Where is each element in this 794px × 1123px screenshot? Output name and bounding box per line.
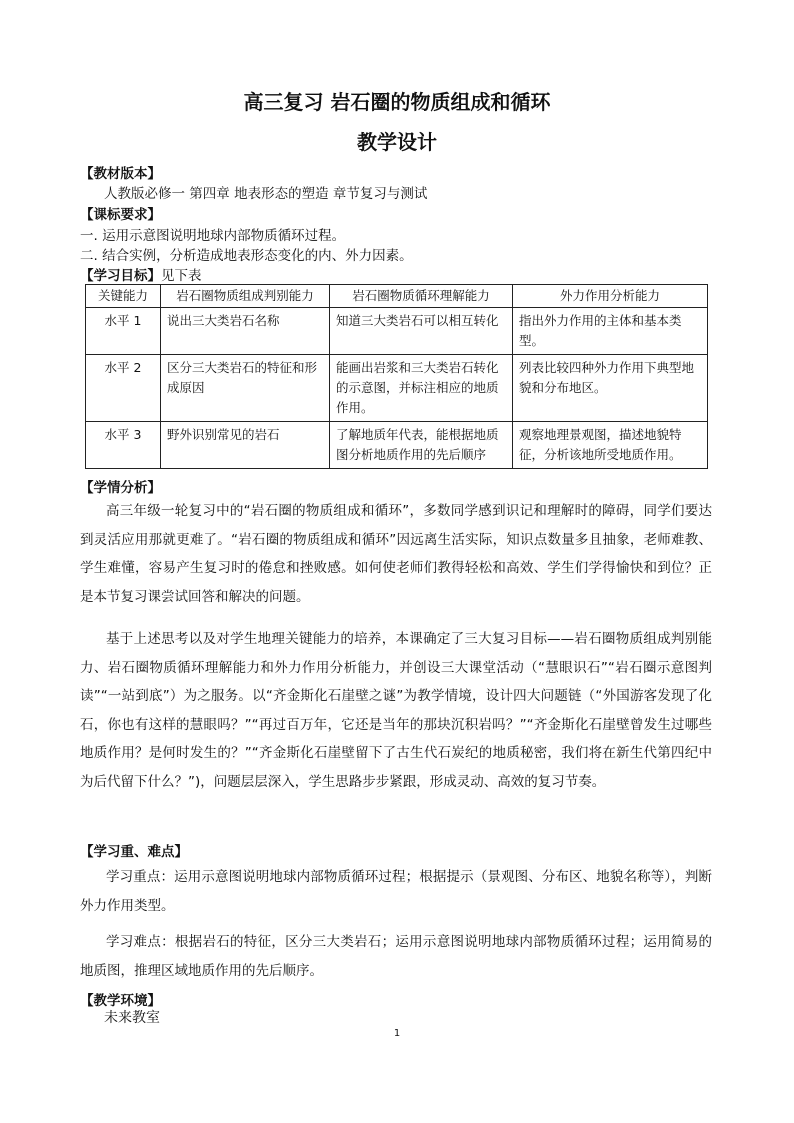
key-point-paragraph: 学习重点：运用示意图说明地球内部物质循环过程；根据提示（景观图、分布区、地貌名称等），判断外力作用类型。 xyxy=(80,869,712,914)
learning-goals-table xyxy=(85,284,708,469)
table-header-cell: 外力作用分析能力 xyxy=(513,285,708,308)
table-cell: 列表比较四种外力作用下典型地貌和分布地区。 xyxy=(513,355,708,422)
section-textbook-heading: 【教材版本】 xyxy=(80,166,161,182)
section-keypoints-heading: 【学习重、难点】 xyxy=(80,844,188,860)
section-analysis-heading: 【学情分析】 xyxy=(80,480,161,496)
table-cell: 了解地质年代表，能根据地质图分析地质作用的先后顺序 xyxy=(330,422,513,469)
section-goals-heading xyxy=(80,264,202,284)
document-subtitle: 教学设计 xyxy=(357,130,437,154)
table-cell: 说出三大类岩石名称 xyxy=(161,308,330,355)
goals-heading-suffix: 见下表 xyxy=(161,268,202,284)
table-cell: 野外识别常见的岩石 xyxy=(161,422,330,469)
table-cell: 能画出岩浆和三大类岩石转化的示意图，并标注相应的地质作用。 xyxy=(330,355,513,422)
page-number: 1 xyxy=(393,1028,401,1039)
goals-heading-label: 【学习目标】 xyxy=(80,268,161,284)
textbook-edition-text: 人教版必修一 第四章 地表形态的塑造 章节复习与测试 xyxy=(104,186,428,202)
table-header-cell: 关键能力 xyxy=(86,285,161,308)
table-cell: 区分三大类岩石的特征和形成原因 xyxy=(161,355,330,422)
table-header-cell: 岩石圈物质组成判别能力 xyxy=(161,285,330,308)
curriculum-item-2: 二. 结合实例，分析造成地表形态变化的内、外力因素。 xyxy=(80,248,413,264)
table-row xyxy=(86,308,708,355)
section-environment-heading: 【教学环境】 xyxy=(80,993,161,1009)
table-header-cell: 岩石圈物质循环理解能力 xyxy=(330,285,513,308)
table-cell: 指出外力作用的主体和基本类型。 xyxy=(513,308,708,355)
table-row xyxy=(86,355,708,422)
table-cell: 知道三大类岩石可以相互转化 xyxy=(330,308,513,355)
difficulty-paragraph: 学习难点：根据岩石的特征，区分三大类岩石；运用示意图说明地球内部物质循环过程；运用简易的地质图，推理区域地质作用的先后顺序。 xyxy=(80,934,712,979)
document-title: 高三复习 岩石圈的物质组成和循环 xyxy=(243,90,551,114)
table-header-row xyxy=(86,285,708,308)
analysis-paragraph-2: 基于上述思考以及对学生地理关键能力的培养，本课确定了三大复习目标——岩石圈物质组成判别能力、岩石圈物质循环理解能力和外力作用分析能力，并创设三大课堂活动（“慧眼识石”“岩石圈示意图判读”“一站到底”）为之服务。以“齐金斯化石崖壁之谜”为教学情境，设计四大问题链（“外国游客发现了化石，你也有这样的慧眼吗？”“再过百万年，它还是当年的那块沉积岩吗？”“齐金斯化石崖壁曾发生过哪些地质作用？是何时发生的？”“齐金斯化石崖壁留下了古生代石炭纪的地质秘密，我们将在新生代第四纪中为后代留下什么？”)，问题层层深入，学生思路步步紧跟，形成灵动、高效的复习节奏。 xyxy=(80,631,712,790)
analysis-paragraph-1: 高三年级一轮复习中的“岩石圈的物质组成和循环”，多数同学感到识记和理解时的障碍，同学们要达到灵活应用那就更难了。“岩石圈的物质组成和循环”因远离生活实际，知识点数量多且抽象，老师难教、学生难懂，容易产生复习时的倦怠和挫败感。如何使老师们教得轻松和高效、学生们学得愉快和到位？正是本节复习课尝试回答和解决的问题。 xyxy=(80,503,712,605)
curriculum-item-1: 一. 运用示意图说明地球内部物质循环过程。 xyxy=(80,228,346,244)
table-row xyxy=(86,422,708,469)
table-cell-level: 水平 3 xyxy=(86,422,161,469)
section-curriculum-heading: 【课标要求】 xyxy=(80,207,161,223)
table-cell-level: 水平 2 xyxy=(86,355,161,422)
environment-text: 未来教室 xyxy=(104,1010,160,1026)
table-cell-level: 水平 1 xyxy=(86,308,161,355)
table-cell: 观察地理景观图，描述地貌特征，分析该地所受地质作用。 xyxy=(513,422,708,469)
